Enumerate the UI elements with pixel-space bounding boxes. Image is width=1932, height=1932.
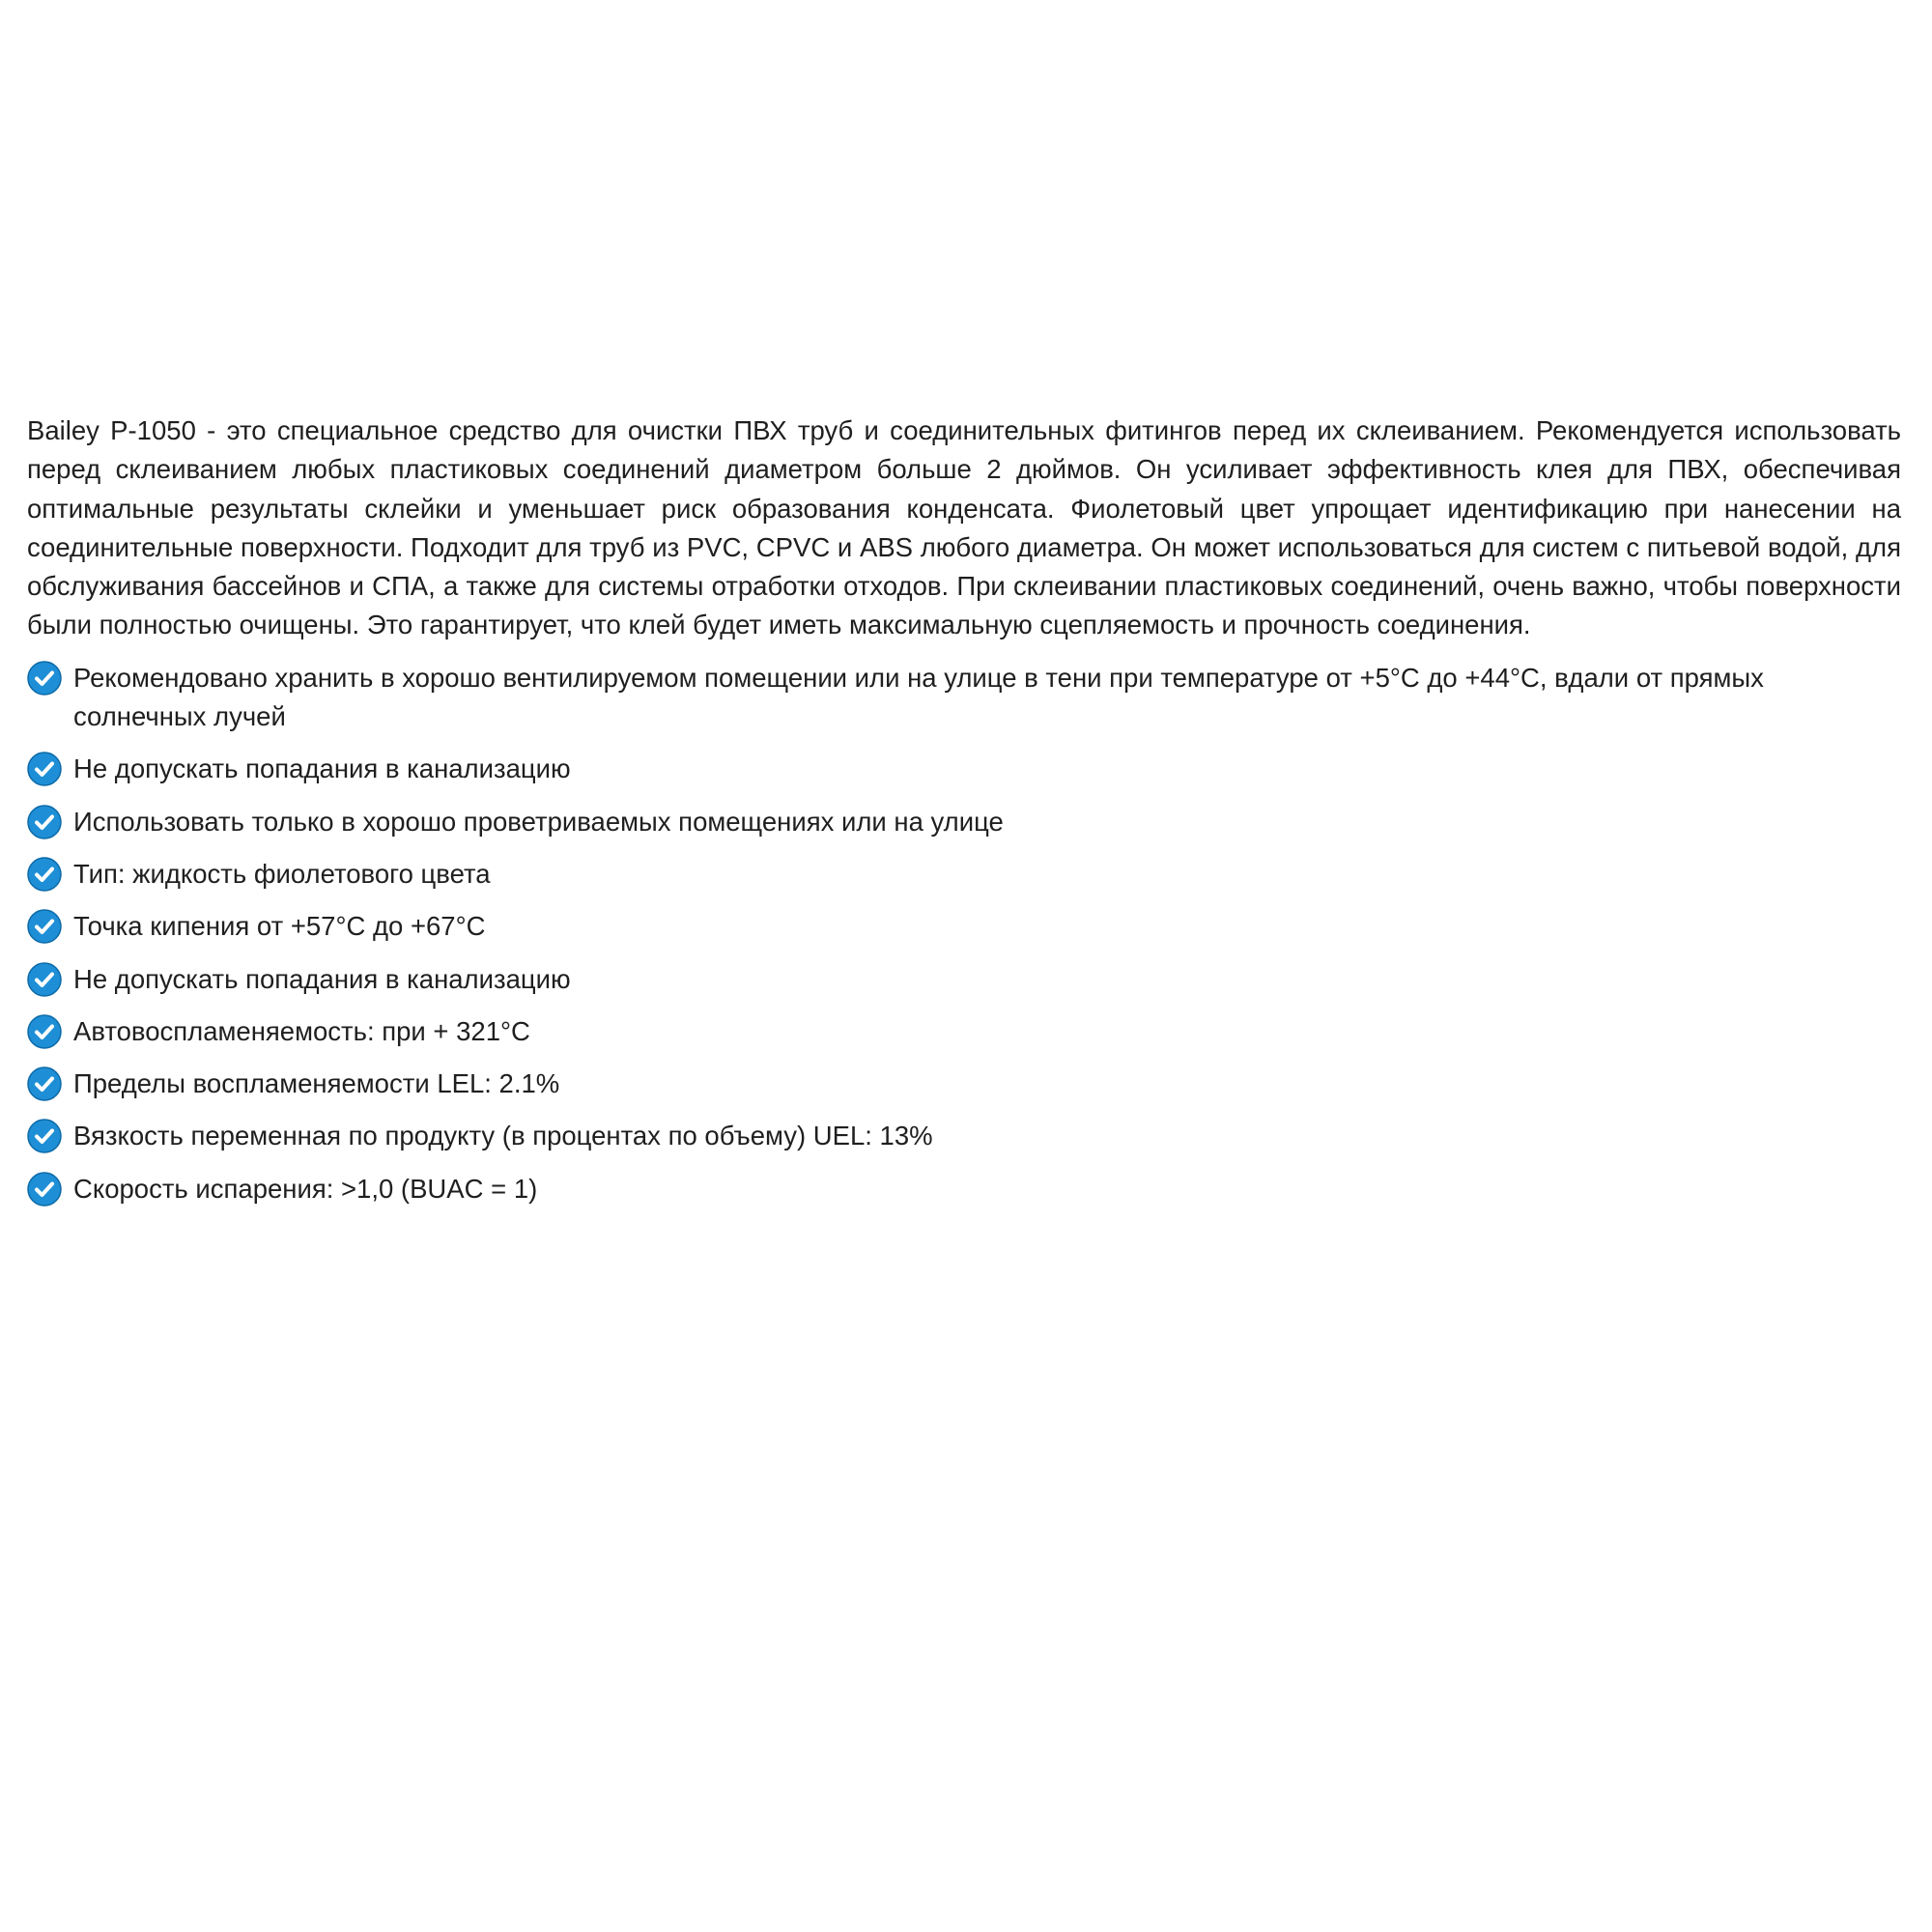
feature-text: Пределы воспламеняемости LEL: 2.1% — [73, 1068, 560, 1099]
feature-text: Тип: жидкость фиолетового цвета — [73, 858, 491, 889]
product-description: Bailey P-1050 - это специальное средство для очистки ПВХ труб и соединительных фитингов перед их склеиванием. Рекомендуется использовать перед склеиванием любых пластиковых соединений диаметром больше 2 дюймов. Он усиливает эффективность клея для ПВХ, обеспечивая оптимальные результаты склейки и уменьшает риск образования конденсата. Фиолетовый цвет упрощает идентификацию при нанесении на соединительные поверхности. Подходит для труб из PVC, CPVC и ABS любого диаметра. Он может использоваться для систем с питьевой водой, для обслуживания бассейнов и СПА, а также для системы отработки отходов. При склеивании пластиковых соединений, очень важно, чтобы поверхности были полностью очищены. Это гарантирует, что клей будет иметь максимальную сцепляемость и прочность соединения. — [27, 415, 1901, 640]
feature-text: Скорость испарения: >1,0 (BUAC = 1) — [73, 1173, 538, 1204]
feature-text: Точка кипения от +57°C до +67°C — [73, 911, 486, 942]
check-circle-icon — [27, 1172, 62, 1207]
list-item — [27, 1065, 1901, 1103]
list-item — [27, 855, 1901, 894]
list-item — [27, 803, 1901, 841]
check-circle-icon — [27, 805, 62, 839]
check-circle-icon — [27, 962, 62, 997]
feature-text: Вязкость переменная по продукту (в процентах по объему) UEL: 13% — [73, 1121, 933, 1151]
feature-text: Автовоспламеняемость: при + 321°C — [73, 1015, 530, 1046]
feature-text: Не допускать попадания в канализацию — [73, 963, 571, 994]
list-item — [27, 1170, 1901, 1208]
check-circle-icon — [27, 661, 62, 696]
product-description-section — [27, 412, 1901, 1222]
feature-text: Не допускать попадания в канализацию — [73, 753, 571, 784]
feature-text: Рекомендовано хранить в хорошо вентилируемом помещении или на улице в тени при температуре от +5°C до +44°C, вдали от прямых солнечных лучей — [73, 662, 1764, 732]
check-circle-icon — [27, 909, 62, 944]
check-circle-icon — [27, 1119, 62, 1153]
list-item — [27, 1117, 1901, 1155]
list-item — [27, 960, 1901, 999]
feature-list — [27, 659, 1901, 1208]
list-item — [27, 907, 1901, 946]
feature-text: Использовать только в хорошо проветриваемых помещениях или на улице — [73, 806, 1004, 837]
list-item — [27, 1012, 1901, 1051]
check-circle-icon — [27, 1066, 62, 1101]
list-item — [27, 659, 1901, 737]
check-circle-icon — [27, 752, 62, 786]
list-item — [27, 750, 1901, 788]
check-circle-icon — [27, 1014, 62, 1049]
check-circle-icon — [27, 857, 62, 892]
